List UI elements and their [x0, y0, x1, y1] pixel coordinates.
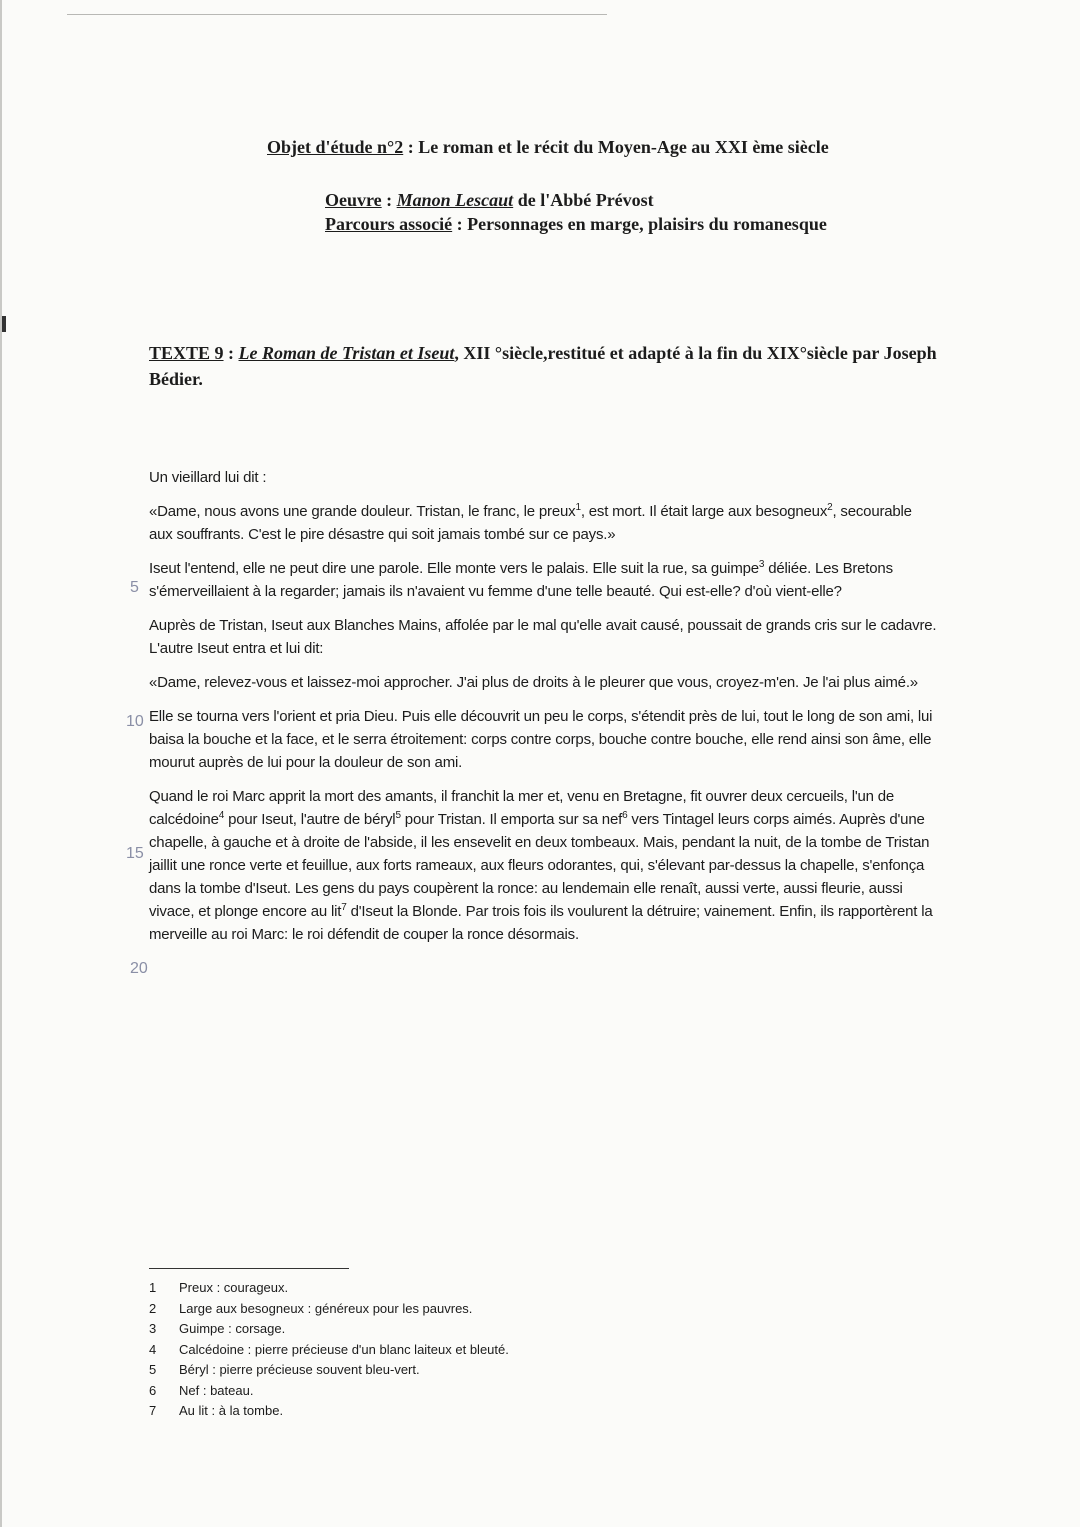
- footnote-ref-7: 7: [341, 902, 347, 913]
- margin-number-5: 5: [130, 579, 139, 596]
- footnote-ref-2: 2: [827, 502, 833, 513]
- top-rule: [67, 14, 607, 15]
- footnotes: [149, 1278, 509, 1422]
- header-oeuvre: Oeuvre : Manon Lescaut de l'Abbé Prévost: [325, 190, 654, 210]
- footnote-ref-3: 3: [758, 559, 765, 570]
- paragraph-7: Quand le roi Marc apprit la mort des amants, il franchit la mer et, venu en Bretagne, fit ouvrer deux cercueils, l'un de calcédoine$^4$ pour Iseut, l'autre de béryl$^5$ pour Tristan. Il emporta sur sa nef$^6$ vers Tintagel leurs corps aimés. Auprès d'une chapelle, à gauche et à droite de l'abside, il les ensevelit en deux tombeaux. Mais, pendant la nuit, de la tombe de Tristan jaillit une ronce verte et feuillue, aux forts rameaux, aux fleurs odorantes, qui, s'élevant par-dessus la chapelle, s'enfonça dans la tombe d'Iseut. Les gens du pays coupèrent la ronce: au lendemain elle renaît, aussi verte, aussi fleurie, aussi vivace, et plonge encore au lit$^7$ d'Iseut la Blonde. Par trois fois ils voulurent la détruire; vainement. Enfin, ils rapportèrent la merveille au roi Marc: le roi défendit de couper la ronce désormais.: [149, 788, 933, 943]
- footnote-6: 6 Nef : bateau.: [149, 1382, 254, 1398]
- footnote-4: 4 Calcédoine : pierre précieuse d'un blanc laiteux et bleuté.: [149, 1341, 509, 1357]
- texte-title: TEXTE 9 : Le Roman de Tristan et Iseut, XII °siècle,restitué et adapté à la fin du XIX°siècle par Joseph Bédier.: [149, 343, 937, 389]
- paragraph-1: Un vieillard lui dit :: [149, 469, 267, 486]
- paragraph-3: Iseut l'entend, elle ne peut dire une parole. Elle monte vers le palais. Elle suit la rue, sa guimpe$^3$ déliée. Les Bretons s'émerveillaient à la regarder; jamais ils n'avaient vu femme d'une telle beauté. Qui est-elle? d'où vient-elle?: [149, 559, 893, 600]
- footnote-ref-1: 1: [575, 502, 581, 513]
- footnote-ref-4: 4: [218, 810, 225, 821]
- footnote-5: 5 Béryl : pierre précieuse souvent bleu-vert.: [149, 1362, 420, 1377]
- footnote-2: 2 Large aux besogneux : généreux pour les pauvres.: [149, 1300, 473, 1316]
- paragraph-4: Auprès de Tristan, Iseut aux Blanches Mains, affolée par le mal qu'elle avait causé, poussait de grands cris sur le cadavre. L'autre Iseut entra et lui dit:: [149, 617, 937, 657]
- footnote-ref-5: 5: [395, 810, 401, 821]
- paragraph-6: Elle se tourna vers l'orient et pria Dieu. Puis elle découvrit un peu le corps, s'étendit près de lui, tout le long de son ami, lui baisa la bouche et la face, et le serra étroitement: corps contre corps, bouche contre bouche, elle rend ainsi son âme, elle mourut auprès de lui pour la douleur de son ami.: [149, 708, 933, 771]
- footnote-ref-6: 6: [622, 810, 628, 821]
- header-parcours: Parcours associé : Personnages en marge, plaisirs du romanesque: [325, 214, 827, 234]
- footnote-1: 1 Preux : courageux.: [149, 1280, 289, 1295]
- margin-mark: [2, 316, 6, 332]
- margin-number-10: 10: [126, 713, 144, 730]
- paragraph-5: «Dame, relevez-vous et laissez-moi approcher. J'ai plus de droits à le pleurer que vous, croyez-m'en. Je l'ai plus aimé.»: [149, 674, 918, 691]
- footnote-7: 7 Au lit : à la tombe.: [149, 1403, 284, 1418]
- footnote-3: 3 Guimpe : corsage.: [149, 1321, 286, 1336]
- margin-number-20: 20: [130, 960, 148, 977]
- text-body: [149, 466, 939, 957]
- margin-number-15: 15: [126, 845, 144, 862]
- paragraph-2: «Dame, nous avons une grande douleur. Tristan, le franc, le preux$^1$, est mort. Il était large aux besogneux$^2$, secourable aux souffrants. C'est le pire désastre qui soit jamais tombé sur ce pays.»: [149, 502, 912, 543]
- footnote-divider: [149, 1268, 349, 1269]
- header-objet-etude: Objet d'étude n°2 : Le roman et le récit du Moyen-Age au XXI ème siècle: [267, 137, 829, 157]
